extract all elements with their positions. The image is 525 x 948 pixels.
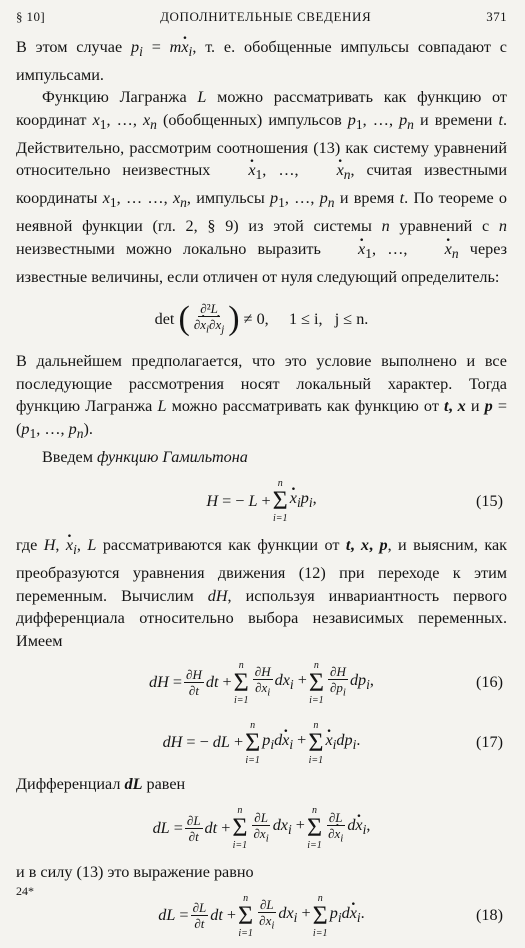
paragraph-1: В этом случае $p_i = m\cdot x_i$, т. е. обобщенные импульсы совпадают с импульсами. — [16, 36, 507, 86]
equation-dL: dL = $\frac{\partial L}{\partial t}$ dt + n Σ i=1 $\frac{\partial L}{\partial x_i}$ $dx_i$ + n Σ i=1 $\frac{\partial L}{\partial\cdot x_i}$ $d\cdot x_i$, — [16, 795, 507, 861]
paragraph-3: В дальнейшем предполагается, что это условие выполнено и все последующие рассмотрения носят локальный характер. Тогда функцию Лагранжа L можно рассматривать как функцию от t, x и $p = (p_1$, …, $p_n$). — [16, 352, 507, 442]
equation-16: dH = $\frac{\partial H}{\partial t}$ dt + n Σ i=1 $\frac{\partial H}{\partial x_i}$ $dx_i$ + n Σ i=1 $\frac{\partial H}{\partial p_i}$ $dp_i$, (16) — [149, 659, 503, 706]
equation-15: H = − L + n Σ i=1 · $x_ip_i$, (15) — [16, 468, 507, 534]
equation-17: dH = − dL + n Σ i=1 $p_id\cdot x_i$ + n Σ i=1 · $x_idp_i$. (17) — [16, 713, 507, 773]
section-ref: § 10] — [16, 9, 46, 24]
header-title: ДОПОЛНИТЕЛЬНЫЕ СВЕДЕНИЯ — [160, 9, 372, 24]
paragraph-2: Функцию Лагранжа L можно рассматривать как функцию от координат $x_1$, …, $x_n$ (обобщенных) импульсов $p_1$, …, $p_n$ и времени t. Действительно, рассмотрим соотношения (13) как систему уравнений относительно неизвестных · $x_1$, …, · $x_n$, считая известными координаты $x_1$, … …, $x_n$, импульсы $p_1$, …, $p_n$ и время t. По теореме о неявной функции (гл. 2, § 9) из этой системы n уравнений с n неизвестными можно локально выразить · $x_1$, …, · $x_n$ через известные величины, если отличен от нуля следующий определитель: — [16, 86, 507, 288]
paragraph-6: Дифференциал dL равен — [16, 774, 186, 793]
running-header — [16, 6, 507, 28]
signature-mark: 24* — [16, 884, 34, 898]
page-number: 371 — [486, 9, 507, 24]
paragraph-7: и в силу (13) это выражение равно — [16, 863, 254, 882]
paragraph-4: Введем функцию Гамильтона — [42, 447, 248, 466]
paragraph-5: где H, · $x_i$, L рассматриваются как функции от t, x, p, и выясним, как преобразуются уравнения движения (12) при переходе к этим переменным. Вычислим dH, используя инвариантность первого дифференциала относительно выбора независимых переменных. Имеем — [16, 534, 507, 652]
determinant-condition: det ( $\frac{\text{∂²L}}{\partial\cdot x_i\partial\cdot x_j}$ ) ≠ 0, 1 ≤ i, j ≤ n. — [16, 288, 507, 350]
equation-18: dL = $\frac{\partial L}{\partial t}$ dt + n Σ i=1 $\frac{\partial L}{\partial x_i}$ $dx_i$ + n Σ i=1 $p_id\cdot x_i$. (18) — [16, 884, 507, 948]
